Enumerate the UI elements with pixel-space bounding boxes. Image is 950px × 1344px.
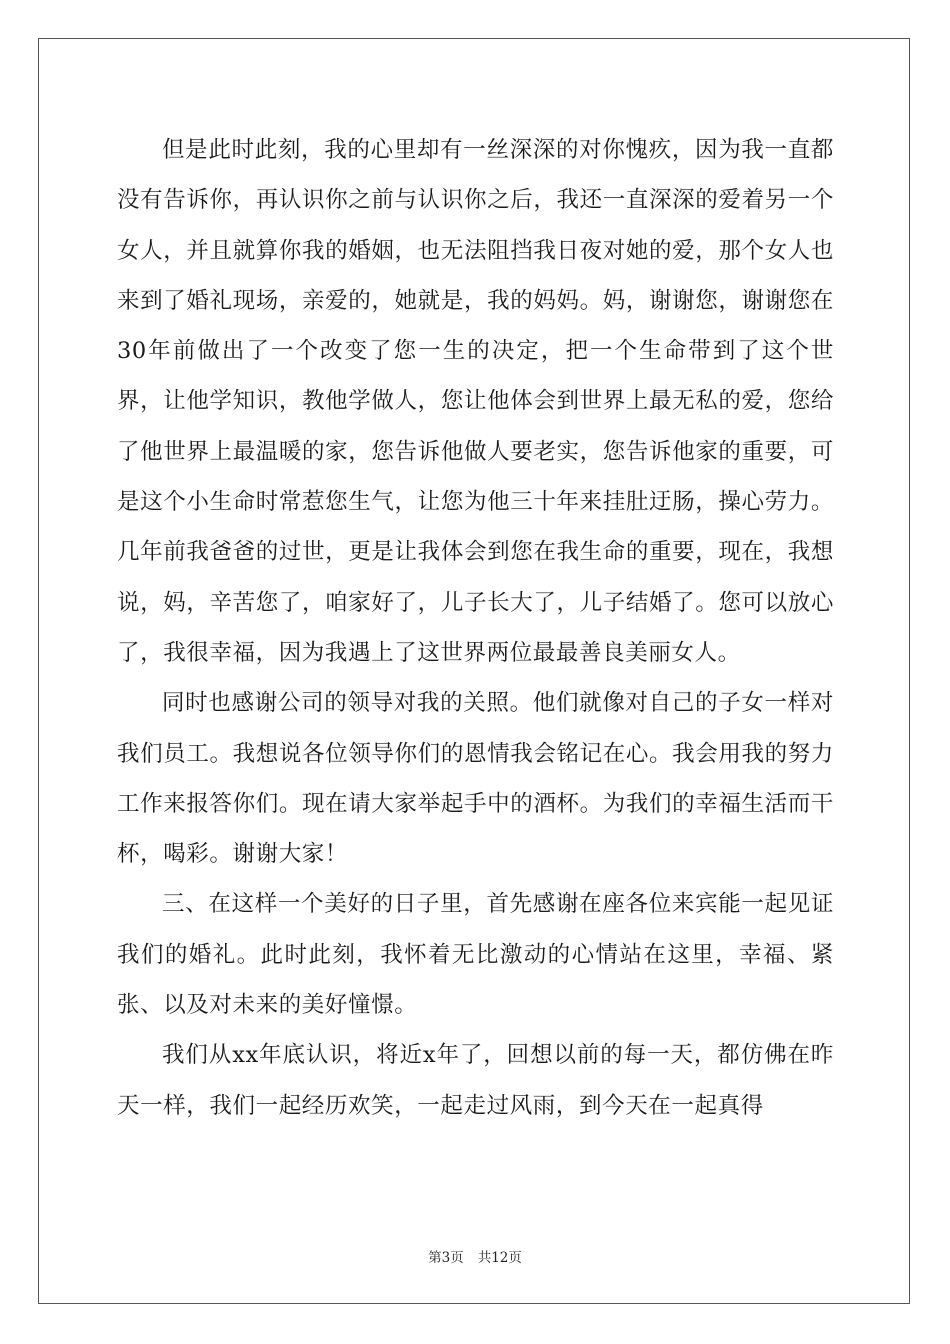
paragraph-2: 同时也感谢公司的领导对我的关照。他们就像对自己的子女一样对我们员工。我想说各位领导你们的恩情我会铭记在心。我会用我的努力工作来报答你们。现在请大家举起手中的酒杯。为我们的幸福生活而干杯，喝彩。谢谢大家！	[117, 690, 834, 868]
paragraph-3: 三、在这样一个美好的日子里，首先感谢在座各位来宾能一起见证我们的婚礼。此时此刻，我怀着无比激动的心情站在这里，幸福、紧张、以及对未来的美好憧憬。	[117, 891, 834, 1019]
page-number: 第3页	[428, 1250, 464, 1266]
page-footer	[0, 1246, 950, 1266]
paragraph-4: 我们从xx年底认识，将近x年了，回想以前的每一天，都仿佛在昨天一样，我们一起经历欢笑，一起走过风雨，到今天在一起真得	[117, 1042, 834, 1119]
paragraph-1: 但是此时此刻，我的心里却有一丝深深的对你愧疚，因为我一直都没有告诉你，再认识你之前与认识你之后，我还一直深深的爱着另一个女人，并且就算你我的婚姻，也无法阻挡我日夜对她的爱，那个女人也来到了婚礼现场，亲爱的，她就是，我的妈妈。妈，谢谢您，谢谢您在30年前做出了一个改变了您一生的决定，把一个生命带到了这个世界，让他学知识，教他学做人，您让他体会到世界上最无私的爱，您给了他世界上最温暖的家，您告诉他做人要老实，您告诉他家的重要，可是这个小生命时常惹您生气，让您为他三十年来挂肚迂肠，操心劳力。几年前我爸爸的过世，更是让我体会到您在我生命的重要，现在，我想说，妈，辛苦您了，咱家好了，儿子长大了，儿子结婚了。您可以放心了，我很幸福，因为我遇上了这世界两位最最善良美丽女人。	[117, 137, 834, 666]
document-body	[117, 125, 834, 1131]
page-total: 共12页	[477, 1250, 522, 1266]
